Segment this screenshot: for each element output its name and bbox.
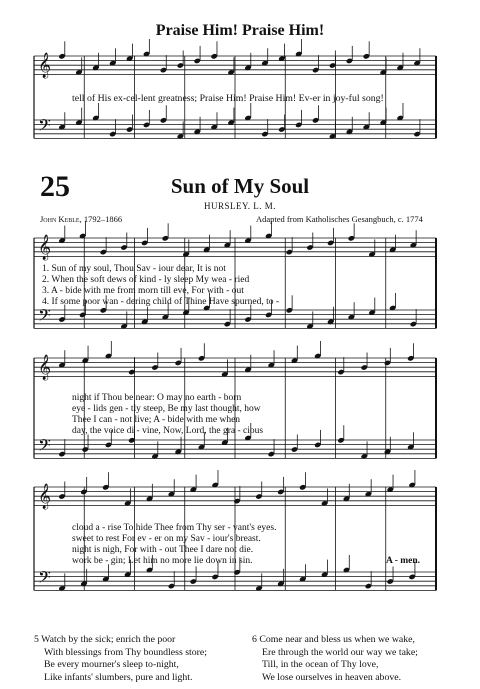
previous-hymn-title: Praise Him! Praise Him! [155, 22, 325, 39]
author-credit: John Keble, 1792–1866 [40, 214, 123, 224]
verse-line: 2. When the soft dews of kind - ly sleep My wea - ried [42, 275, 250, 285]
system-2-treble-clef: 𝄞 [38, 355, 52, 380]
verse-line: eye - lids gen - tly steep, Be my last thought, how [72, 404, 261, 414]
verse-line: work be - gin; Let him no more lie down in sin. [72, 556, 253, 566]
verse-6 [252, 634, 418, 684]
verse-line: 4. If some poor wan - dering child of Thine Have spurned, to - [42, 297, 279, 307]
hymn-number: 25 [40, 170, 70, 203]
verse-6-line: We lose ourselves in heaven above. [262, 671, 402, 683]
system-1-bass-clef: 𝄢 [38, 305, 51, 329]
system-2-bass-clef: 𝄢 [38, 435, 51, 459]
previous-system-bass-clef: 𝄢 [38, 115, 51, 139]
amen: A - men. [386, 556, 421, 566]
verse-line: day, the voice di - vine, Now, Lord, the gra - cious [72, 426, 264, 436]
system-1-treble-clef: 𝄞 [38, 235, 52, 260]
verse-line: cloud a - rise To hide Thee from Thy ser - vant's eyes. [72, 523, 277, 533]
previous-system-treble-clef: 𝄞 [38, 53, 52, 78]
system-3-treble-clef: 𝄞 [38, 484, 52, 509]
verse-5-line: 5 Watch by the sick; enrich the poor [34, 634, 176, 645]
verse-5 [34, 634, 207, 684]
verse-line: 3. A - bide with me from morn till eve, For with - out [42, 286, 244, 296]
verse-5-line: With blessings from Thy boundless store; [44, 646, 207, 658]
verse-line: night if Thou be near: O may no earth - born [72, 393, 242, 403]
music-source: Adapted from Katholisches Gesangbuch, c. 1774 [256, 214, 423, 224]
verse-line: sweet to rest For ev - er on my Sav - iour's breast. [72, 534, 261, 544]
verse-6-line: Ere through the world our way we take; [262, 646, 418, 658]
tune-name: HURSLEY. L. M. [203, 201, 277, 211]
verse-line: night is nigh, For with - out Thee I dare not die. [72, 545, 254, 555]
previous-hymn-lyric: tell of His ex-cel-lent greatness; Praise Him! Praise Him! Ev-er in joy-ful song! [72, 93, 384, 104]
verse-5-line: Be every mourner's sleep to-night, [44, 659, 179, 670]
verse-line: Thee I can - not live; A - bide with me when [72, 415, 241, 425]
verse-6-line: 6 Come near and bless us when we wake, [252, 634, 415, 645]
hymn-title: Sun of My Soul [170, 174, 310, 198]
verse-5-line: Like infants' slumbers, pure and light. [44, 671, 193, 683]
verse-6-line: Till, in the ocean of Thy love, [262, 659, 379, 670]
system-3-bass-clef: 𝄢 [38, 567, 51, 591]
verse-line: 1. Sun of my soul, Thou Sav - iour dear, It is not [42, 264, 226, 274]
